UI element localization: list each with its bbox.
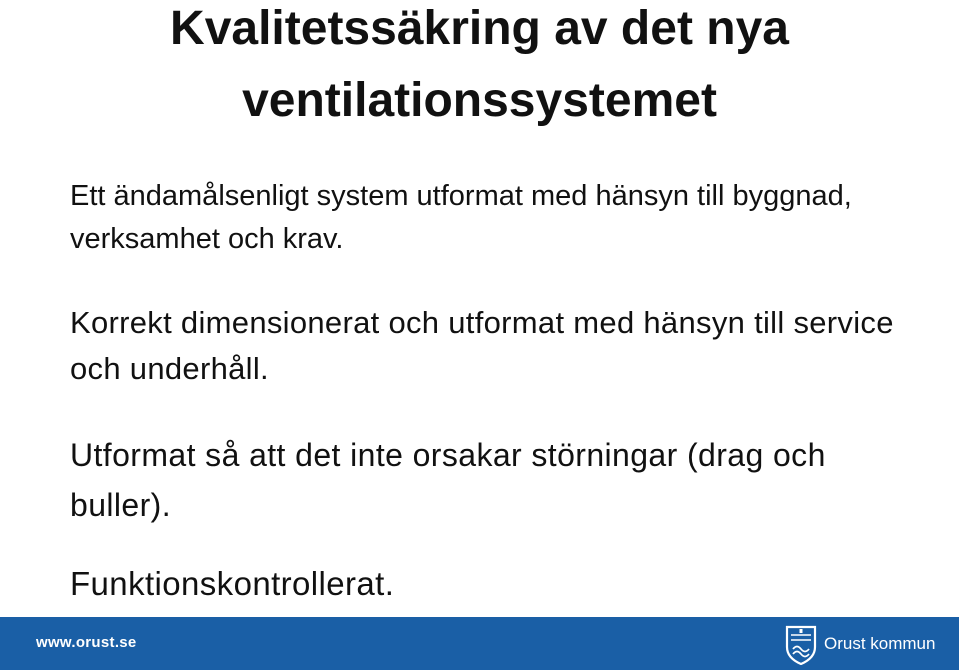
municipality-crest-icon (784, 625, 818, 665)
footer-bar (0, 617, 959, 670)
slide-title-line-2: ventilationssystemet (242, 74, 717, 127)
orust-kommun-logo (784, 625, 944, 665)
bullet-text-2: Korrekt dimensionerat och utformat med hänsyn till service och underhåll. (70, 305, 894, 386)
bullet-text-1: Ett ändamålsenligt system utformat med hänsyn till byggnad, verksamhet och krav. (70, 180, 852, 255)
slide-title-line-1: Kvalitetssäkring av det nya (170, 2, 789, 55)
bullet-text-4: Funktionskontrollerat. (70, 565, 395, 602)
bullet-text-3: Utformat så att det inte orsakar störningar (drag och buller). (70, 437, 826, 523)
footer-url-link[interactable]: www.orust.se (36, 634, 137, 651)
logo-text: Orust kommun (824, 634, 936, 653)
slide-title (0, 2, 959, 128)
